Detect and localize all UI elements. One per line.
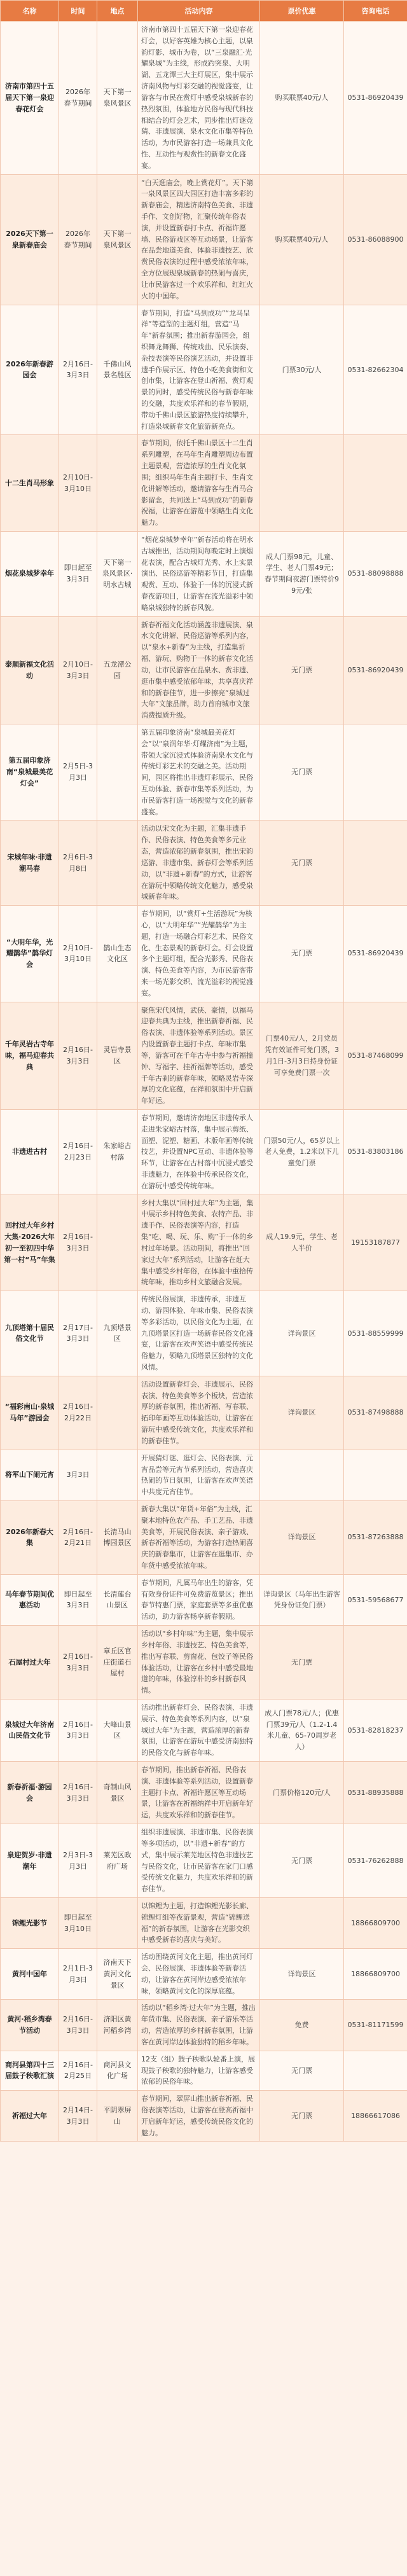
event-phone: 18866617086 <box>344 2091 407 2142</box>
event-phone: 18866809700 <box>344 1949 407 2000</box>
event-phone: 0531-86088900 <box>344 174 407 305</box>
event-phone: 19153187877 <box>344 1195 407 1291</box>
event-price: 成人19.9元，学生、老人半价 <box>260 1195 344 1291</box>
event-content: 活动以“乡村年味”为主题，集中展示乡村年俗、非遗技艺、特色美食等，推出写春联、剪窗花、包饺子等民俗体验活动，让游客在乡村中感受最地道的年味，体验淳朴的乡村新春风情。 <box>138 1626 260 1700</box>
event-phone <box>344 724 407 821</box>
event-price <box>260 1450 344 1500</box>
event-content: 春节期间，翠屏山推出新春祈福、民俗表演等活动，让游客在登高祈福中开启新年好运，感受传统民俗文化的魅力。 <box>138 2091 260 2142</box>
event-name: 济南市第四十五届天下第一泉迎春花灯会 <box>1 22 59 175</box>
event-venue: 济南天下黄河文化景区 <box>97 1949 138 2000</box>
event-date: 即日起至3月3日 <box>59 1574 97 1625</box>
event-date: 2月16日-3月3日 <box>59 1699 97 1761</box>
event-venue: 莱芜区政府广场 <box>97 1824 138 1898</box>
event-name: 2026年新春游园会 <box>1 305 59 435</box>
event-price: 无门票 <box>260 2091 344 2142</box>
event-price: 无门票 <box>260 724 344 821</box>
event-content: 传统民俗展演，非遗传承，非遗互动、游园体验、年味市集、民俗表演等多彩活动，以民俗文化为主题，在九顶塔景区打造一场新春民俗文化盛宴，让游客在欢声笑语中感受传统民俗魅力，领略九顶塔景区独特的文化风情。 <box>138 1291 260 1376</box>
event-price: 成人门票78元/人；优惠门票39元/人（1.2-1.4米儿童、65-70周岁老人） <box>260 1699 344 1761</box>
event-date: 3月3日 <box>59 1450 97 1500</box>
event-venue <box>97 724 138 821</box>
event-phone <box>344 435 407 532</box>
event-name: 石屋村过大年 <box>1 1626 59 1700</box>
event-name: 第五届印象济南“泉城最美花灯会” <box>1 724 59 821</box>
event-date: 2月16日-3月3日 <box>59 1626 97 1700</box>
event-phone: 0531-81171599 <box>344 2000 407 2051</box>
event-content: 第五届印象济南“泉城最美花灯会”以“泉润年华·灯耀济南”为主题，带领大家沉浸式体验济南泉水文化与传统灯彩艺术的交融之美。活动期间，园区将推出非遗灯彩展示、民俗互动体验、新春市集等系列活动，为市民游客打造一场视觉与文化的新春盛宴。 <box>138 724 260 821</box>
event-price: 成人门票98元，儿童、学生、老人门票49元；春节期间夜游门票特价99元/张 <box>260 531 344 616</box>
event-phone: 0531-88559999 <box>344 1291 407 1376</box>
event-phone <box>344 821 407 906</box>
event-content: 活动围绕黄河文化主题，推出黄河灯会、民俗展演、非遗体验等新春活动，让游客在黄河岸边感受浓浓年味，领略黄河文化的深厚底蕴。 <box>138 1949 260 2000</box>
event-date: 2月3日-3月3日 <box>59 1824 97 1898</box>
event-venue: 朱家峪古村落 <box>97 1109 138 1195</box>
event-content: 开展猜灯谜、逛灯会、民俗表演、元宵品尝等元宵节系列活动，营造喜庆热闹的节日氛围，让游客在欢声笑语中共度元宵佳节。 <box>138 1450 260 1500</box>
event-content: 以锦鲤为主题，打造锦鲤光影长廊、锦鲤灯组等夜游景观，营造“锦鲤送福”的新春氛围，让游客在光影交织中感受新春的喜庆与美好。 <box>138 1897 260 1948</box>
table-row <box>1 1002 407 1109</box>
event-price: 无门票 <box>260 616 344 724</box>
event-name: 将军山下闹元宵 <box>1 1450 59 1500</box>
event-name: 祈福过大年 <box>1 2091 59 2142</box>
event-venue <box>97 1897 138 1948</box>
event-date: 2026年春节期间 <box>59 174 97 305</box>
event-content: 春节期间，邀请济南地区非遗传承人走进朱家峪古村落，集中展示剪纸、面塑、泥塑、糖画、木版年画等传统技艺，并设置NPC互动、非遗体验等环节，让游客在古村落中沉浸式感受非遗魅力，在体验中传承民俗文化，在游玩中感受传统年味。 <box>138 1109 260 1195</box>
event-phone: 0531-82818237 <box>344 1699 407 1761</box>
table-row <box>1 22 407 175</box>
event-venue <box>97 1450 138 1500</box>
event-price: 门票40元/人，2月党员凭有效证件可免门票，3月1日-3月3日持身份证可享免费门票一次 <box>260 1002 344 1109</box>
table-row <box>1 906 407 1002</box>
table-row <box>1 1824 407 1898</box>
event-price: 详询景区 <box>260 1291 344 1376</box>
event-phone: 18866809700 <box>344 1897 407 1948</box>
event-price: 门票价格120元/人 <box>260 1762 344 1824</box>
event-content: 新春大集以“年货+年俗”为主线，汇聚本地特色农产品、手工艺品、非遗美食等，开展民俗表演、亲子游戏、新春祈福等活动，为游客打造热闹喜庆的新春集市，让游客在逛集市、办年货中感受浓浓年味。 <box>138 1500 260 1574</box>
event-content: “白天逛庙会，晚上赏花灯”。天下第一泉风景区四大园区打造丰富多彩的新春庙会，精选济南特色美食、非遗手作、文创好物，汇聚传统年俗表演，并设置新春打卡点、祈福许愿墙、民俗游戏区等互动场景，让游客在品尝地道美食、体验非遗技艺、欣赏民俗表演的过程中感受浓浓年味，全方位展现泉城新春的热闹与喜庆，让市民游客过一个欢乐祥和、红红火火的中国年。 <box>138 174 260 305</box>
event-name: 黄河·稻乡湾春节活动 <box>1 2000 59 2051</box>
event-date: 2月16日-2月25日 <box>59 2051 97 2090</box>
event-phone: 0531-88098888 <box>344 531 407 616</box>
event-venue: 章丘区官庄街道石屋村 <box>97 1626 138 1700</box>
header-venue: 地点 <box>97 1 138 22</box>
event-date: 2月16日-3月3日 <box>59 1762 97 1824</box>
table-header <box>1 1 407 22</box>
event-price: 无门票 <box>260 1626 344 1700</box>
event-content: 活动设置新春灯会、非遗展示、民俗表演、特色美食等多个板块，营造浓厚的新春氛围，推出祈福、写春联、拓印年画等互动体验活动，让游客在游玩中感受传统文化，共度欢乐祥和的新春佳节。 <box>138 1376 260 1450</box>
event-venue: 长清莲台山景区 <box>97 1574 138 1625</box>
event-date: 2月1日-3月3日 <box>59 1949 97 2000</box>
header-row <box>1 1 407 22</box>
event-date: 2月16日-3月3日 <box>59 1195 97 1291</box>
event-date: 2月5日-3月3日 <box>59 724 97 821</box>
event-name: 宋城年味·非遗潮马春 <box>1 821 59 906</box>
header-price: 票价优惠 <box>260 1 344 22</box>
event-content: 组织非遗展演、非遗市集、民俗表演等多项活动，以“非遗+新春”的方式，集中展示莱芜地区特色非遗技艺与民俗文化，让市民游客在家门口感受传统文化魅力，共度欢乐祥和的新春佳节。 <box>138 1824 260 1898</box>
event-name: 锦鲤光影节 <box>1 1897 59 1948</box>
event-content: 聚焦宋代风情，武侠、豪情，以福马迎春共典为主线，推出新春祈福、民俗表演、非遗体验等系列活动。景区内设置新春主题打卡点、年味市集等，游客可在千年古寺中参与祈福撞钟、写福字、挂祈福牌等活动，感受千年古刹的新春年味，领略灵岩寺深厚的文化底蕴，在祥和氛围中开启新年好运。 <box>138 1002 260 1109</box>
event-name: 烟花泉城梦幸年 <box>1 531 59 616</box>
event-date: 即日起至3月3日 <box>59 531 97 616</box>
event-date: 2月16日-2月23日 <box>59 1109 97 1195</box>
table-row <box>1 2000 407 2051</box>
event-name: 回村过大年乡村大集·2026大年初一至初四中华第一村“马”年集 <box>1 1195 59 1291</box>
event-price <box>260 435 344 532</box>
event-date: 2月16日-3月3日 <box>59 2000 97 2051</box>
event-name: 千年灵岩古寺年味，福马迎春共典 <box>1 1002 59 1109</box>
event-date: 2月16日-2月21日 <box>59 1500 97 1574</box>
event-date: 2月16日-3月3日 <box>59 305 97 435</box>
event-phone: 0531-87498888 <box>344 1376 407 1450</box>
event-name: “福彩南山·泉城马年”游园会 <box>1 1376 59 1450</box>
event-date: 2月6日-3月8日 <box>59 821 97 906</box>
event-price: 无门票 <box>260 1824 344 1898</box>
event-venue: 奇制山风景区 <box>97 1762 138 1824</box>
table-row <box>1 1949 407 2000</box>
event-venue <box>97 435 138 532</box>
event-date: 2月10日-3月10日 <box>59 435 97 532</box>
event-price: 详询景区 <box>260 1949 344 2000</box>
event-name: 新春祈福·游园会 <box>1 1762 59 1824</box>
event-venue <box>97 1376 138 1450</box>
event-phone: 0531-86920439 <box>344 616 407 724</box>
event-date: 2月16日-3月3日 <box>59 1002 97 1109</box>
event-price: 门票50元/人，65岁以上老人免费，1.2米以下儿童免门票 <box>260 1109 344 1195</box>
table-row <box>1 1500 407 1574</box>
event-date: 2026年春节期间 <box>59 22 97 175</box>
table-row <box>1 2051 407 2090</box>
event-price: 门票30元/人 <box>260 305 344 435</box>
event-price: 免费 <box>260 2000 344 2051</box>
table-row <box>1 821 407 906</box>
header-time: 时间 <box>59 1 97 22</box>
event-venue: 鹊山生态文化区 <box>97 906 138 1002</box>
table-row <box>1 724 407 821</box>
table-row <box>1 616 407 724</box>
event-name: 马年春节期间优惠活动 <box>1 1574 59 1625</box>
event-price: 无门票 <box>260 2051 344 2090</box>
event-content: 活动推出新春灯会、民俗表演、非遗展示、特色美食等系列内容，以“泉城过大年”为主题，营造浓厚的新春氛围，让游客在游玩中感受济南独特的民俗文化与新春年味。 <box>138 1699 260 1761</box>
event-venue: 济阳区黄河稻乡湾 <box>97 2000 138 2051</box>
table-row <box>1 2091 407 2142</box>
event-phone <box>344 1450 407 1500</box>
event-date: 2月10日-3月3日 <box>59 616 97 724</box>
event-phone: 0531-86920439 <box>344 22 407 175</box>
event-venue: 九顶塔景区 <box>97 1291 138 1376</box>
event-date: 2月16日-2月22日 <box>59 1376 97 1450</box>
event-phone: 0531-76262888 <box>344 1824 407 1898</box>
event-phone <box>344 2051 407 2090</box>
event-venue <box>97 821 138 906</box>
event-date: 即日起至3月10日 <box>59 1897 97 1948</box>
event-name: 商河县第四十三届鼓子秧歌汇演 <box>1 2051 59 2090</box>
event-price: 详询景区（马年出生游客凭身份证免门票） <box>260 1574 344 1625</box>
table-row <box>1 531 407 616</box>
event-price <box>260 1897 344 1948</box>
event-content: 春节期间，以“赏灯+生活游玩”为核心，以“大明年华”“光耀鹊华”为主题，打造一场融合灯彩艺术、民俗文化、生态景观的新春灯会。灯会设置多个主题灯组，配合光影秀、民俗表演、特色美食等内容，为市民游客带来一场光影交织、流光溢彩的视觉盛宴。 <box>138 906 260 1002</box>
event-name: 2026天下第一泉新春庙会 <box>1 174 59 305</box>
table-row <box>1 1897 407 1948</box>
event-date: 2月14日-3月3日 <box>59 2091 97 2142</box>
event-name: 泰顺新福文化活动 <box>1 616 59 724</box>
header-phone: 咨询电话 <box>344 1 407 22</box>
event-content: 春节期间，打造“马到成功”“龙马呈祥”等造型的主题灯组，营造“马年”新春氛围；推出新春游园会，组织舞龙舞狮、传统戏曲、民乐演奏、杂技表演等民俗演艺活动，并设置非遗手作展示区、特色小吃美食街和文创市集，让游客在登山祈福、赏灯观景的同时，感受传统民俗与新春年味的交融，共度欢乐祥和的春节假期，带动千佛山景区旅游热度持续攀升，打造泉城新春文化旅游新亮点。 <box>138 305 260 435</box>
event-venue: 天下第一泉风景区 <box>97 22 138 175</box>
event-venue: 长清马山博园景区 <box>97 1500 138 1574</box>
event-phone: 0531-83803186 <box>344 1109 407 1195</box>
event-venue: 天下第一泉风景区·明水古城 <box>97 531 138 616</box>
event-phone: 0531-87468099 <box>344 1002 407 1109</box>
event-name: 泉迎贺岁·非遗潮年 <box>1 1824 59 1898</box>
event-name: 非遗进古村 <box>1 1109 59 1195</box>
event-phone: 0531-88935888 <box>344 1762 407 1824</box>
event-name: 黄河中国年 <box>1 1949 59 2000</box>
event-date: 2月10日-3月10日 <box>59 906 97 1002</box>
event-phone: 0531-86920439 <box>344 906 407 1002</box>
table-row <box>1 1574 407 1625</box>
event-price: 无门票 <box>260 906 344 1002</box>
event-venue: 平阴翠屏山 <box>97 2091 138 2142</box>
event-price: 无门票 <box>260 821 344 906</box>
event-content: 春节期间，凡属马年出生的游客，凭有效身份证件可免费游览景区；推出春节特惠门票，家庭套票等多重优惠活动，助力游客畅享新春假期。 <box>138 1574 260 1625</box>
table-row <box>1 305 407 435</box>
event-date: 2月17日-3月3日 <box>59 1291 97 1376</box>
event-content: “烟花泉城梦幸年”新春活动将在明水古城推出，活动期间每晚定时上演烟花表演，配合古城灯光秀、水上实景演出、民俗巡游等精彩节目，打造集观赏、互动、体验于一体的沉浸式新春夜游项目，让游客在流光溢彩中领略泉城独特的新春风貌。 <box>138 531 260 616</box>
event-name: “大明年华，光耀鹊华”鹊华灯会 <box>1 906 59 1002</box>
event-phone: 0531-59568677 <box>344 1574 407 1625</box>
table-row <box>1 1291 407 1376</box>
event-content: 12支（组）鼓子秧歌队轮番上演，展现鼓子秧歌的独特魅力，让游客感受浓郁的民俗年味。 <box>138 2051 260 2090</box>
event-content: 济南市第四十五届天下第一泉迎春花灯会，以好客英雄为核心主题，以泉韵灯影、城市为卷，以“三泉融汇·光耀泉城”为主线，形成趵突泉、大明湖、五龙潭三大主灯展区，集中展示济南风物与灯彩交融的视觉盛宴，让游客与市民在赏灯中感受泉城新春的热烈氛围，体验地方民俗与现代科技相结合的灯会艺术，同步推出灯谜竞猜、非遗展演、泉水文化市集等特色活动，为市民游客打造一场兼具文化性、互动性与观赏性的新春文化盛宴。 <box>138 22 260 175</box>
event-phone: 0531-87263888 <box>344 1500 407 1574</box>
event-content: 春节期间，推出新春祈福、民俗表演、非遗体验等系列活动，设置新春主题打卡点、祈福许愿区等互动场景，让游客在祈福纳祥中开启新年好运，共度欢乐祥和的新春佳节。 <box>138 1762 260 1824</box>
event-venue: 五龙潭公园 <box>97 616 138 724</box>
event-content: 乡村大集以“回村过大年”为主题，集中展示乡村特色美食、农特产品、非遗手作、民俗表演等内容，打造集“吃、喝、玩、乐、购”于一体的乡村过年场景。活动期间，将推出“回家过大年”系列活动，让游客在赶大集中感受乡村年俗，在体验中重拾传统年味，推动乡村文旅融合发展。 <box>138 1195 260 1291</box>
table-row <box>1 1762 407 1824</box>
table-row <box>1 1376 407 1450</box>
event-content: 新春祈福文化活动涵盖非遗展演、泉水文化讲解、民俗巡游等系列内容，以“泉水+新春”为主线，打造集祈福、游玩、购物于一体的新春文化活动，让市民游客在品泉水、赏非遗、逛市集中感受浓郁年味，共享喜庆祥和的新春佳节，进一步擦亮“泉城过大年”文旅品牌，助力首府城市文旅消费提质升级。 <box>138 616 260 724</box>
table-row <box>1 1109 407 1195</box>
event-venue <box>97 1195 138 1291</box>
event-venue: 大峰山景区 <box>97 1699 138 1761</box>
event-price: 详询景区 <box>260 1500 344 1574</box>
event-venue: 天下第一泉风景区 <box>97 174 138 305</box>
table-row <box>1 1195 407 1291</box>
event-content: 活动以“稻乡湾·过大年”为主题，推出年货市集、民俗表演、亲子游乐等活动，营造浓厚的乡村新春氛围，让游客在黄河岸边体验独特的稻乡年味。 <box>138 2000 260 2051</box>
event-venue: 千佛山风景名胜区 <box>97 305 138 435</box>
table-row <box>1 1699 407 1761</box>
event-venue: 灵岩寺景区 <box>97 1002 138 1109</box>
event-price: 详询景区 <box>260 1376 344 1450</box>
event-name: 泉城过大年济南山民俗文化节 <box>1 1699 59 1761</box>
event-name: 九顶塔第十届民俗文化节 <box>1 1291 59 1376</box>
table-body <box>1 22 407 2142</box>
table-row <box>1 174 407 305</box>
event-name: 十二生肖马形象 <box>1 435 59 532</box>
header-content: 活动内容 <box>138 1 260 22</box>
header-name: 名称 <box>1 1 59 22</box>
table-row <box>1 1450 407 1500</box>
event-phone <box>344 1626 407 1700</box>
event-phone: 0531-82662304 <box>344 305 407 435</box>
table-row <box>1 435 407 532</box>
event-content: 活动以宋文化为主题，汇集非遗手作、民俗表演、特色美食等多元业态，营造浓郁的新春氛围，推出宋韵巡游、非遗市集、新春灯会等系列活动，以“非遗+新春”的方式，让游客在游玩中领略传统文化魅力，感受泉城新春年味。 <box>138 821 260 906</box>
event-price: 购买联票40元/人 <box>260 22 344 175</box>
event-venue: 商河县文化广场 <box>97 2051 138 2090</box>
table-row <box>1 1626 407 1700</box>
event-price: 购买联票40元/人 <box>260 174 344 305</box>
event-name: 2026年新春大集 <box>1 1500 59 1574</box>
event-content: 春节期间，依托千佛山景区十二生肖系列雕塑，在马年生肖雕塑周边布置主题景观，营造浓厚的生肖文化氛围；组织马年生肖主题打卡、生肖文化讲解等活动，邀请游客与生肖马合影留念，共同送上“马到成功”的新春祝福，让游客在游览中领略生肖文化魅力。 <box>138 435 260 532</box>
